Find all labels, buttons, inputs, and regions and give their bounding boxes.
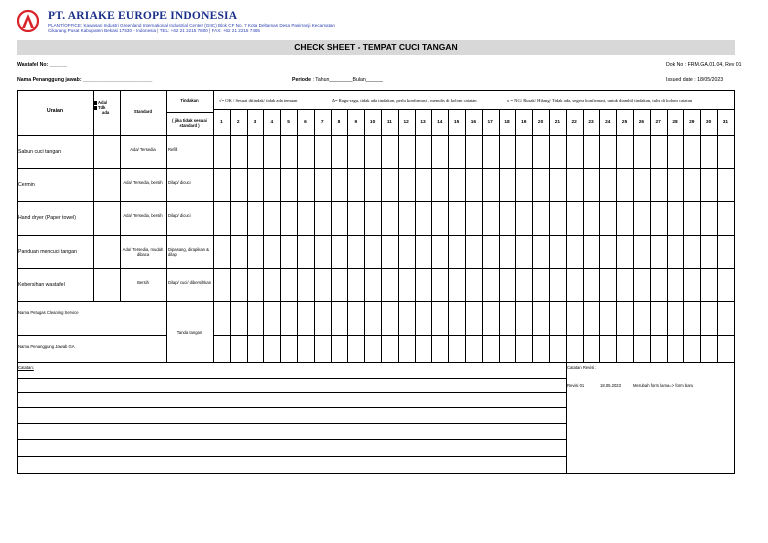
day-number-6: 6 [304,120,307,125]
grid-line [120,90,121,301]
grid-line [17,335,166,336]
day-number-7: 7 [320,120,324,125]
company-name: PT. ARIAKE EUROPE INDONESIA [48,10,238,22]
day-number-22: 22 [571,120,577,125]
penanggung-field: Nama Penanggung jawab: ________________________ [17,77,153,83]
grid-line [17,235,735,236]
day-number-19: 19 [521,120,527,125]
row-standard: Ada/ Tersedia [130,146,156,152]
day-number-14: 14 [437,120,443,125]
wastafel-field: Wastafel No: ______ [17,62,67,68]
tanda-tangan-label: Tanda tangan [176,330,203,335]
row-tindakan: Refill [168,146,178,152]
day-number-28: 28 [672,120,678,125]
day-number-20: 20 [537,120,544,125]
row-standard: Ada/ Tersedia, bersih [123,213,163,218]
day-number-18: 18 [504,120,510,125]
day-number-26: 26 [638,120,645,125]
page-title: CHECK SHEET - TEMPAT CUCI TANGAN [294,42,458,52]
day-number-2: 2 [236,120,240,125]
grid-line [17,362,735,363]
periode-field: Periode : Tahun________Bulan______ [292,77,384,83]
day-number-13: 13 [420,120,426,125]
day-number-30: 30 [705,120,712,125]
day-number-5: 5 [287,120,290,125]
header-standard: Standard [133,109,153,114]
row-tindakan: Dipasang, dirapikan & dilap [168,246,209,257]
revisi-description: Merubah form lama=> form baru [633,383,694,388]
header-bottom-line [17,135,735,136]
doc-number: Dok No : FRM.GA.01.04, Rev 01 [666,62,742,68]
day-number-8: 8 [337,120,341,125]
day-number-27: 27 [655,120,661,125]
day-number-21: 21 [554,120,561,125]
header-tindakan: Tindakan [180,98,199,103]
header-uraian: Uraian [46,108,64,114]
company-address-line1: PLANT/OFFICE: Kawasan Industri Greenland International Industrial Center (GIIC) Blok CF No. 7 Kota Deltamas Desa Pasirranji Kecamatan [48,23,335,28]
grid-line [213,90,214,362]
sign-petugas-label: Nama Petugas Cleaning Service [18,310,79,315]
grid-line [213,335,735,336]
row-uraian: Kebersihan wastafel [18,281,65,288]
company-address-line2: Cikarang Pusat Kabupaten Bekasi 17530 - Indonesia | TEL: +62 21 2215 7800 | FAX: +62 21 2215 7465 [48,28,260,33]
row-standard: Bersih [137,279,149,285]
revisi-number: Revisi 01 [567,383,585,388]
grid-line [17,201,735,202]
legend-ok: √= OK / Sesuai ditindak/ tidak ada temuan [219,98,298,103]
day-number-11: 11 [386,120,392,125]
issued-date: Issued date : 18/05/2023 [666,77,724,83]
row-standard: Ada/ Tersedia, bersih [123,179,163,185]
grid-line [17,268,735,269]
sign-ga-label: Nama Penanggung Jawab GA [18,344,75,349]
tindakan-separator [166,112,213,113]
company-logo-icon [17,10,39,32]
day-number-25: 25 [621,120,628,125]
notes-line [17,392,566,393]
row-uraian: Cermin [18,181,35,188]
catatan-label: Catatan: [18,365,34,370]
day-number-3: 3 [253,120,257,125]
legend-ragu: Δ= Ragu-ragu, tidak ada tindakan, perlu konfirmasi , menulis di kolom catatan [332,98,477,103]
title-bar [17,40,735,55]
row-uraian: Hand dryer (Paper towel) [18,215,76,221]
day-number-17: 17 [487,120,493,125]
notes-line [17,423,566,424]
row-standard: Ada/ Tersedia, mudah dibaca [122,246,164,257]
checkbox-icon [93,106,97,110]
notes-line [17,456,566,457]
day-number-12: 12 [403,120,409,125]
day-number-24: 24 [605,120,611,125]
grid-line [17,301,735,302]
grid-line [17,168,735,169]
grid-line [93,90,94,301]
day-number-1: 1 [220,120,223,125]
header-tindakan-note: ( jika tidak sesuai standard ) [172,118,207,128]
row-tindakan: Dilap/ cuci/ dibersihkan [168,279,212,285]
notes-divider [566,362,567,474]
day-number-31: 31 [722,120,729,125]
grid-line [166,90,167,362]
day-number-16: 16 [470,120,477,125]
legend-ng: x = NG/ Rusak/ Hilang/ Tidak ada, segera konfirmasi, untuk diambil tindakan, tulis di kolom catatan [507,98,693,103]
header-ada-tdk-ada: Ada/ Tdk ada [93,100,120,115]
notes-line [17,407,566,408]
day-number-10: 10 [369,120,376,125]
day-number-15: 15 [453,120,460,125]
row-uraian: Sabun cuci tangan [18,148,61,155]
row-tindakan: Dilap/ dicuci [168,179,191,185]
revisi-date: 18.05.2023 [600,383,621,388]
notes-line [17,378,566,379]
row-uraian: Panduan mencuci tangan [18,248,77,255]
day-number-23: 23 [588,120,594,125]
day-number-29: 29 [689,120,695,125]
legend-separator [213,109,735,110]
day-number-9: 9 [354,120,358,125]
row-tindakan: Dilap/ dicuci [168,213,191,218]
notes-line [17,439,566,440]
day-number-4: 4 [270,120,274,125]
catatan-revisi-label: Catatan Revisi : [567,365,597,370]
